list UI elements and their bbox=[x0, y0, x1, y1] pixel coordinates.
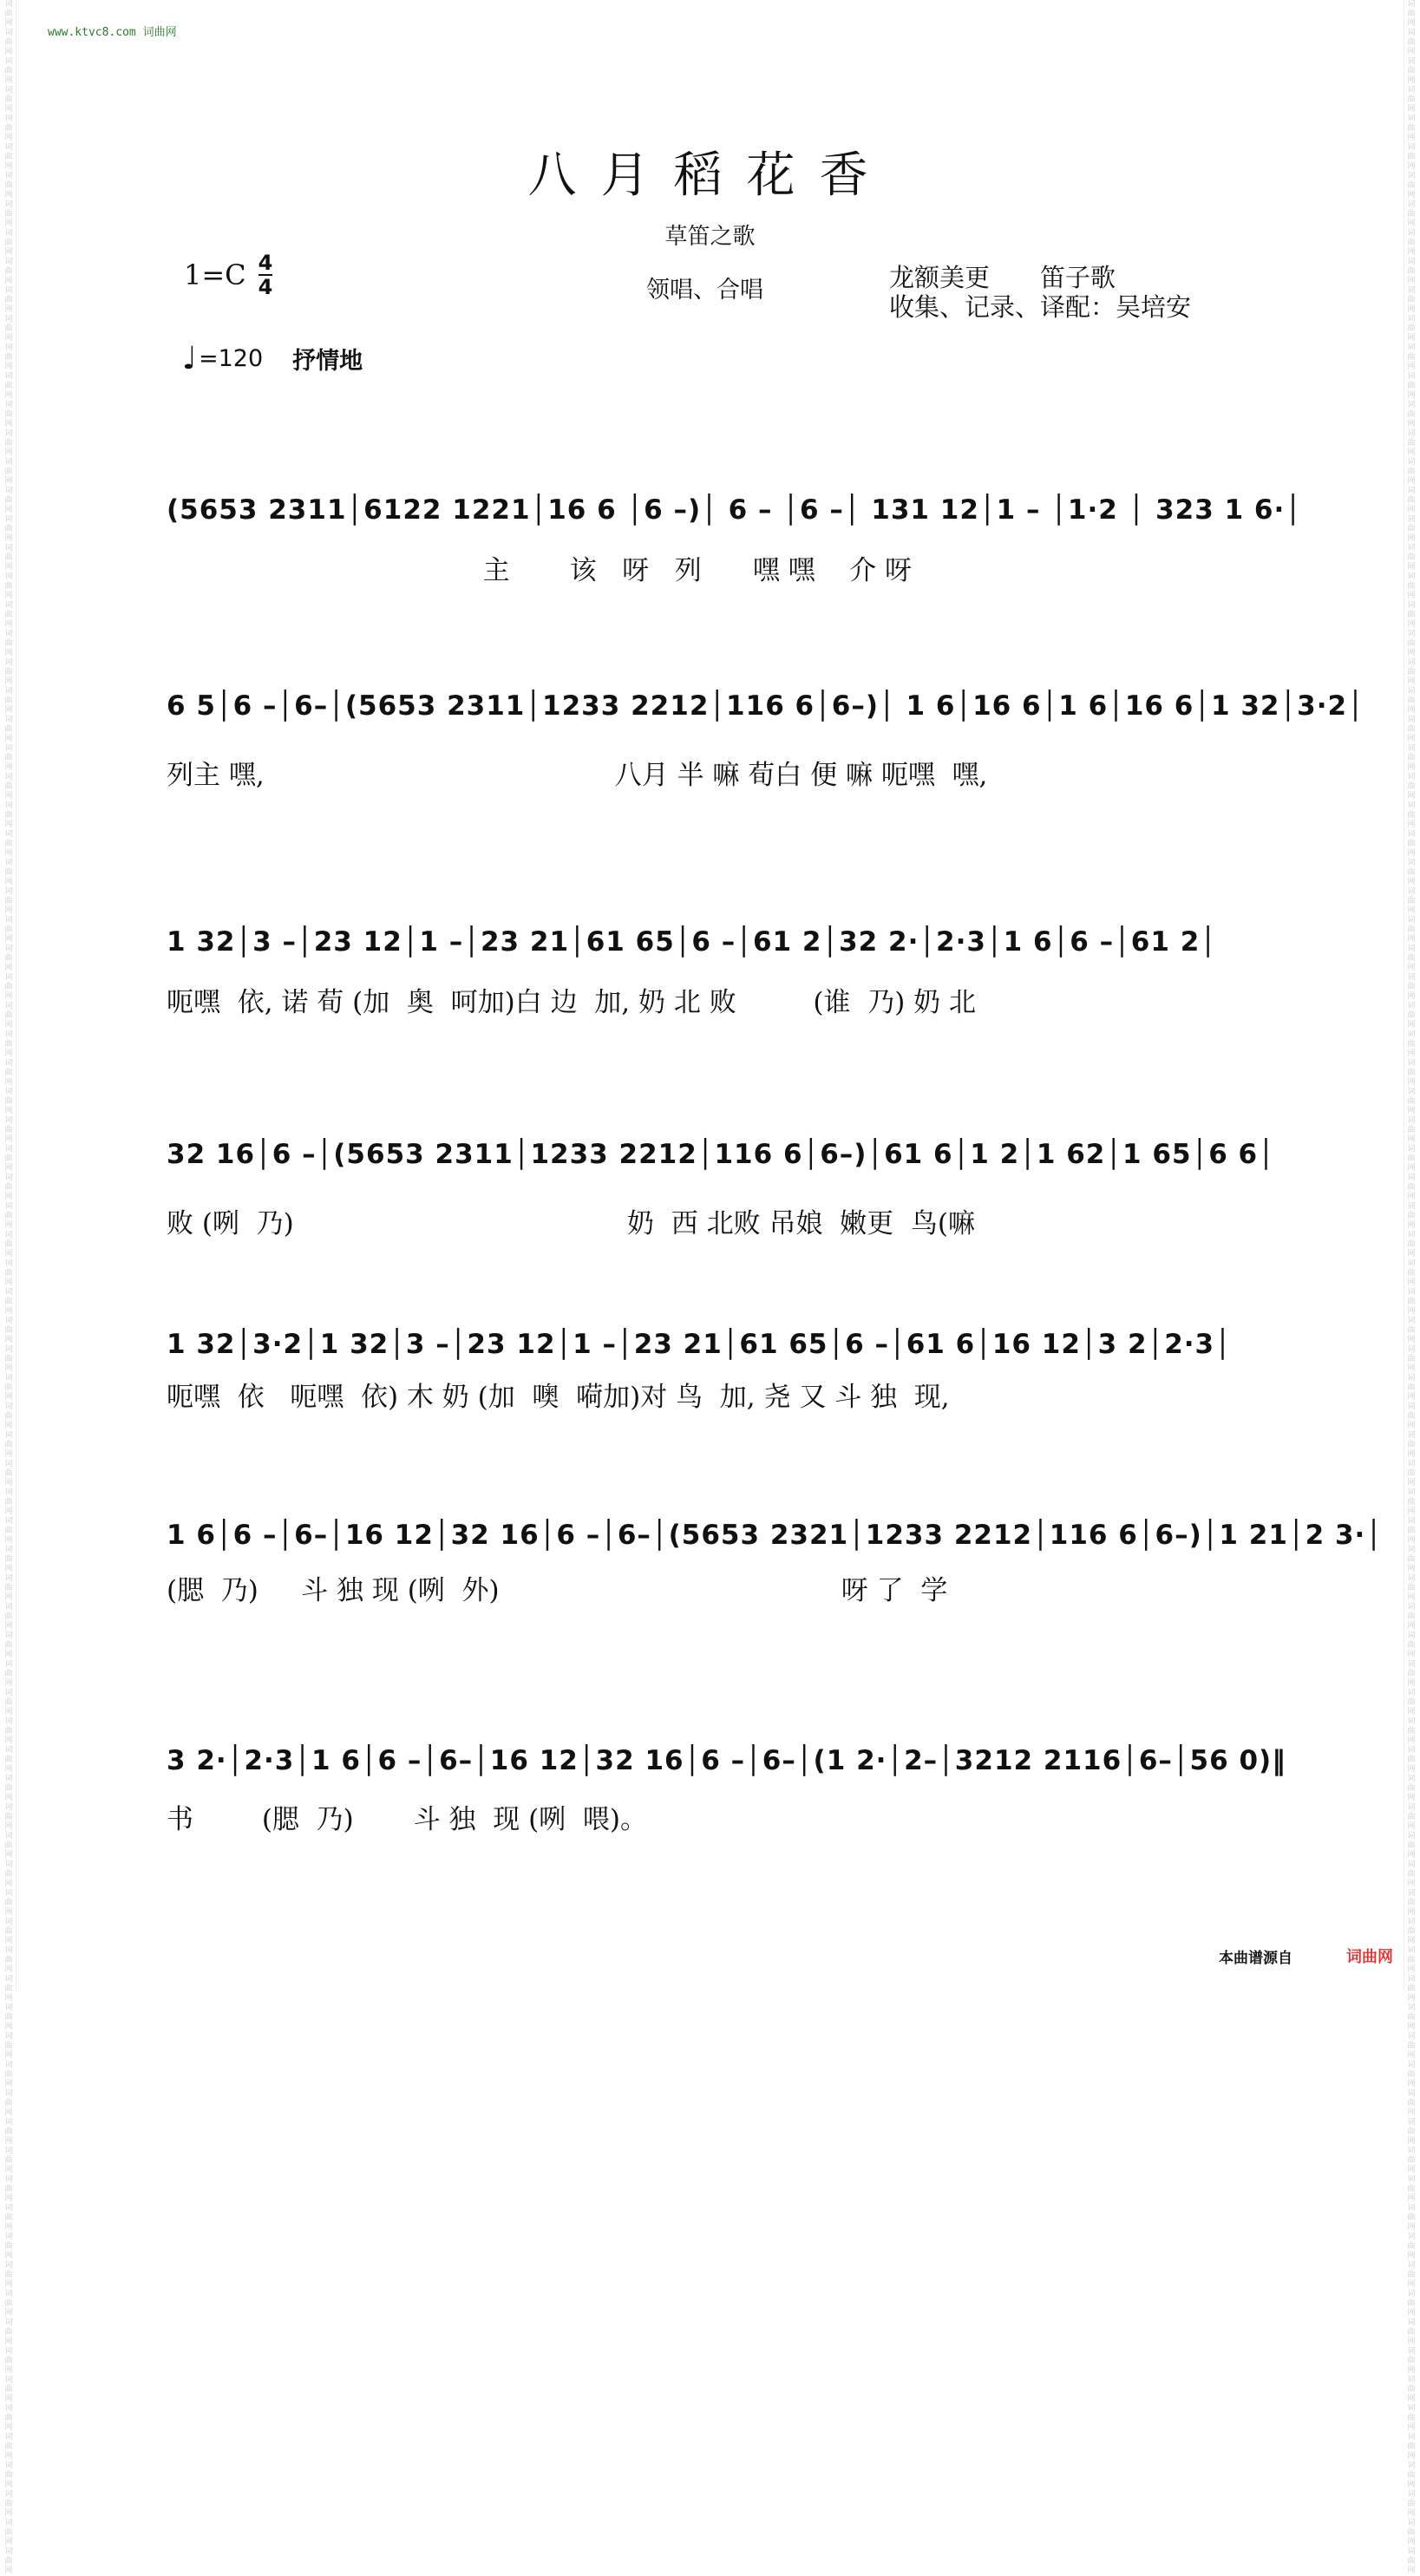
lyric-line-3: 呃嘿 依, 诺 荀 (加 奥 呵加)白 边 加, 奶 北 败 (谁 乃) 奶 北 bbox=[167, 987, 976, 1018]
notation-line-1: (5653 2311│6122 1221│16 6 │6 –)│ 6 – │6 –│ 131 12│1 – │1·2 │ 323 1 6·│ bbox=[167, 494, 1302, 526]
footer-source-label: 本曲谱源自 bbox=[1219, 1950, 1292, 1967]
notation-line-2: 6 5│6 –│6–│(5653 2311│1233 2212│116 6│6–)│ 1 6│16 6│1 6│16 6│1 32│3·2│ bbox=[167, 690, 1364, 722]
notation-line-3: 1 32│3 –│23 12│1 –│23 21│61 65│6 –│61 2│32 2·│2·3│1 6│6 –│61 2│ bbox=[167, 926, 1217, 958]
credit-line-2: 收集、记录、译配：吴培安 bbox=[889, 292, 1192, 322]
expression-marking: 抒情地 bbox=[292, 348, 363, 375]
left-margin-watermark: 词曲网词曲网词曲网词曲网词曲网词曲网词曲网词曲网词曲网词曲网词曲网词曲网词曲网词曲网词曲网词曲网词曲网词曲网词曲网词曲网词曲网词曲网词曲网词曲网词曲网词曲网词曲网词曲网词曲网词曲网词曲网词曲网词曲网词曲网词曲网词曲网词曲网词曲网词曲网词曲网词曲网词曲网词曲网词曲网词曲网词曲网词曲网词曲网词曲网词曲网词曲网词曲网词曲网词曲网词曲网词曲网词曲网词曲网词曲网词曲网词曲网词曲网词曲网词曲网词曲网词曲网词曲网词曲网词曲网词曲网词曲网词曲网词曲网词曲网词曲网词曲网词曲网词曲网词曲网词曲网词曲网词曲网词曲网词曲网词曲网词曲网词曲网词曲网词曲网词曲网 bbox=[2, 0, 16, 1991]
song-subtitle: 草笛之歌 bbox=[664, 224, 756, 250]
notation-line-5: 1 32│3·2│1 32│3 –│23 12│1 –│23 21│61 65│6 –│61 6│16 12│3 2│2·3│ bbox=[167, 1329, 1232, 1360]
voice-type: 领唱、合唱 bbox=[646, 277, 763, 304]
footer-brand-link[interactable]: 词曲网 bbox=[1346, 1948, 1393, 1966]
notation-line-6: 1 6│6 –│6–│16 12│32 16│6 –│6–│(5653 2321│1233 2212│116 6│6–)│1 21│2 3·│ bbox=[167, 1520, 1383, 1551]
lyric-line-2: 列主 嘿, 八月 半 嘛 荀白 便 嘛 呃嘿 嘿, bbox=[167, 760, 988, 791]
time-top: 4 bbox=[258, 251, 273, 275]
tempo-value: =120 bbox=[198, 345, 264, 372]
lyric-line-4: 败 (咧 乃) 奶 西 北败 吊娘 嫩更 鸟(嘛 bbox=[167, 1208, 975, 1239]
lyric-line-5: 呃嘿 依 呃嘿 依) 木 奶 (加 噢 嗬加)对 鸟 加, 尧 又 斗 独 现, bbox=[167, 1382, 950, 1413]
quarter-note-icon: ♩ bbox=[182, 341, 197, 376]
key-signature bbox=[184, 253, 272, 297]
site-watermark: www.ktvc8.com 词曲网 bbox=[48, 26, 177, 39]
notation-line-4: 32 16│6 –│(5653 2311│1233 2212│116 6│6–)│61 6│1 2│1 62│1 65│6 6│ bbox=[167, 1139, 1275, 1170]
tempo-marking bbox=[182, 341, 363, 376]
lyric-line-7: 书 (腮 乃) 斗 独 现 (咧 喂)。 bbox=[167, 1804, 648, 1835]
credit-line-1: 龙额美更 笛子歌 bbox=[889, 263, 1116, 292]
lyric-line-1: 主 该 呀 列 嘿 嘿 介 呀 bbox=[167, 555, 912, 586]
time-bottom: 4 bbox=[258, 275, 273, 299]
notation-line-7: 3 2·│2·3│1 6│6 –│6–│16 12│32 16│6 –│6–│(1 2·│2–│3212 2116│6–│56 0)‖ bbox=[167, 1745, 1286, 1776]
lyric-line-6: (腮 乃) 斗 独 现 (咧 外) 呀 了 学 bbox=[167, 1575, 948, 1606]
song-title: 八月稻花香 bbox=[527, 147, 893, 204]
key-label: 1=C bbox=[184, 258, 246, 291]
right-margin-watermark: 词曲网词曲网词曲网词曲网词曲网词曲网词曲网词曲网词曲网词曲网词曲网词曲网词曲网词曲网词曲网词曲网词曲网词曲网词曲网词曲网词曲网词曲网词曲网词曲网词曲网词曲网词曲网词曲网词曲网词曲网词曲网词曲网词曲网词曲网词曲网词曲网词曲网词曲网词曲网词曲网词曲网词曲网词曲网词曲网词曲网词曲网词曲网词曲网词曲网词曲网词曲网词曲网词曲网词曲网词曲网词曲网词曲网词曲网词曲网词曲网词曲网词曲网词曲网词曲网词曲网词曲网词曲网词曲网词曲网词曲网词曲网词曲网词曲网词曲网词曲网词曲网词曲网词曲网词曲网词曲网词曲网词曲网词曲网词曲网词曲网词曲网词曲网词曲网词曲网词曲网 bbox=[1404, 0, 1418, 1991]
time-signature bbox=[258, 253, 273, 297]
